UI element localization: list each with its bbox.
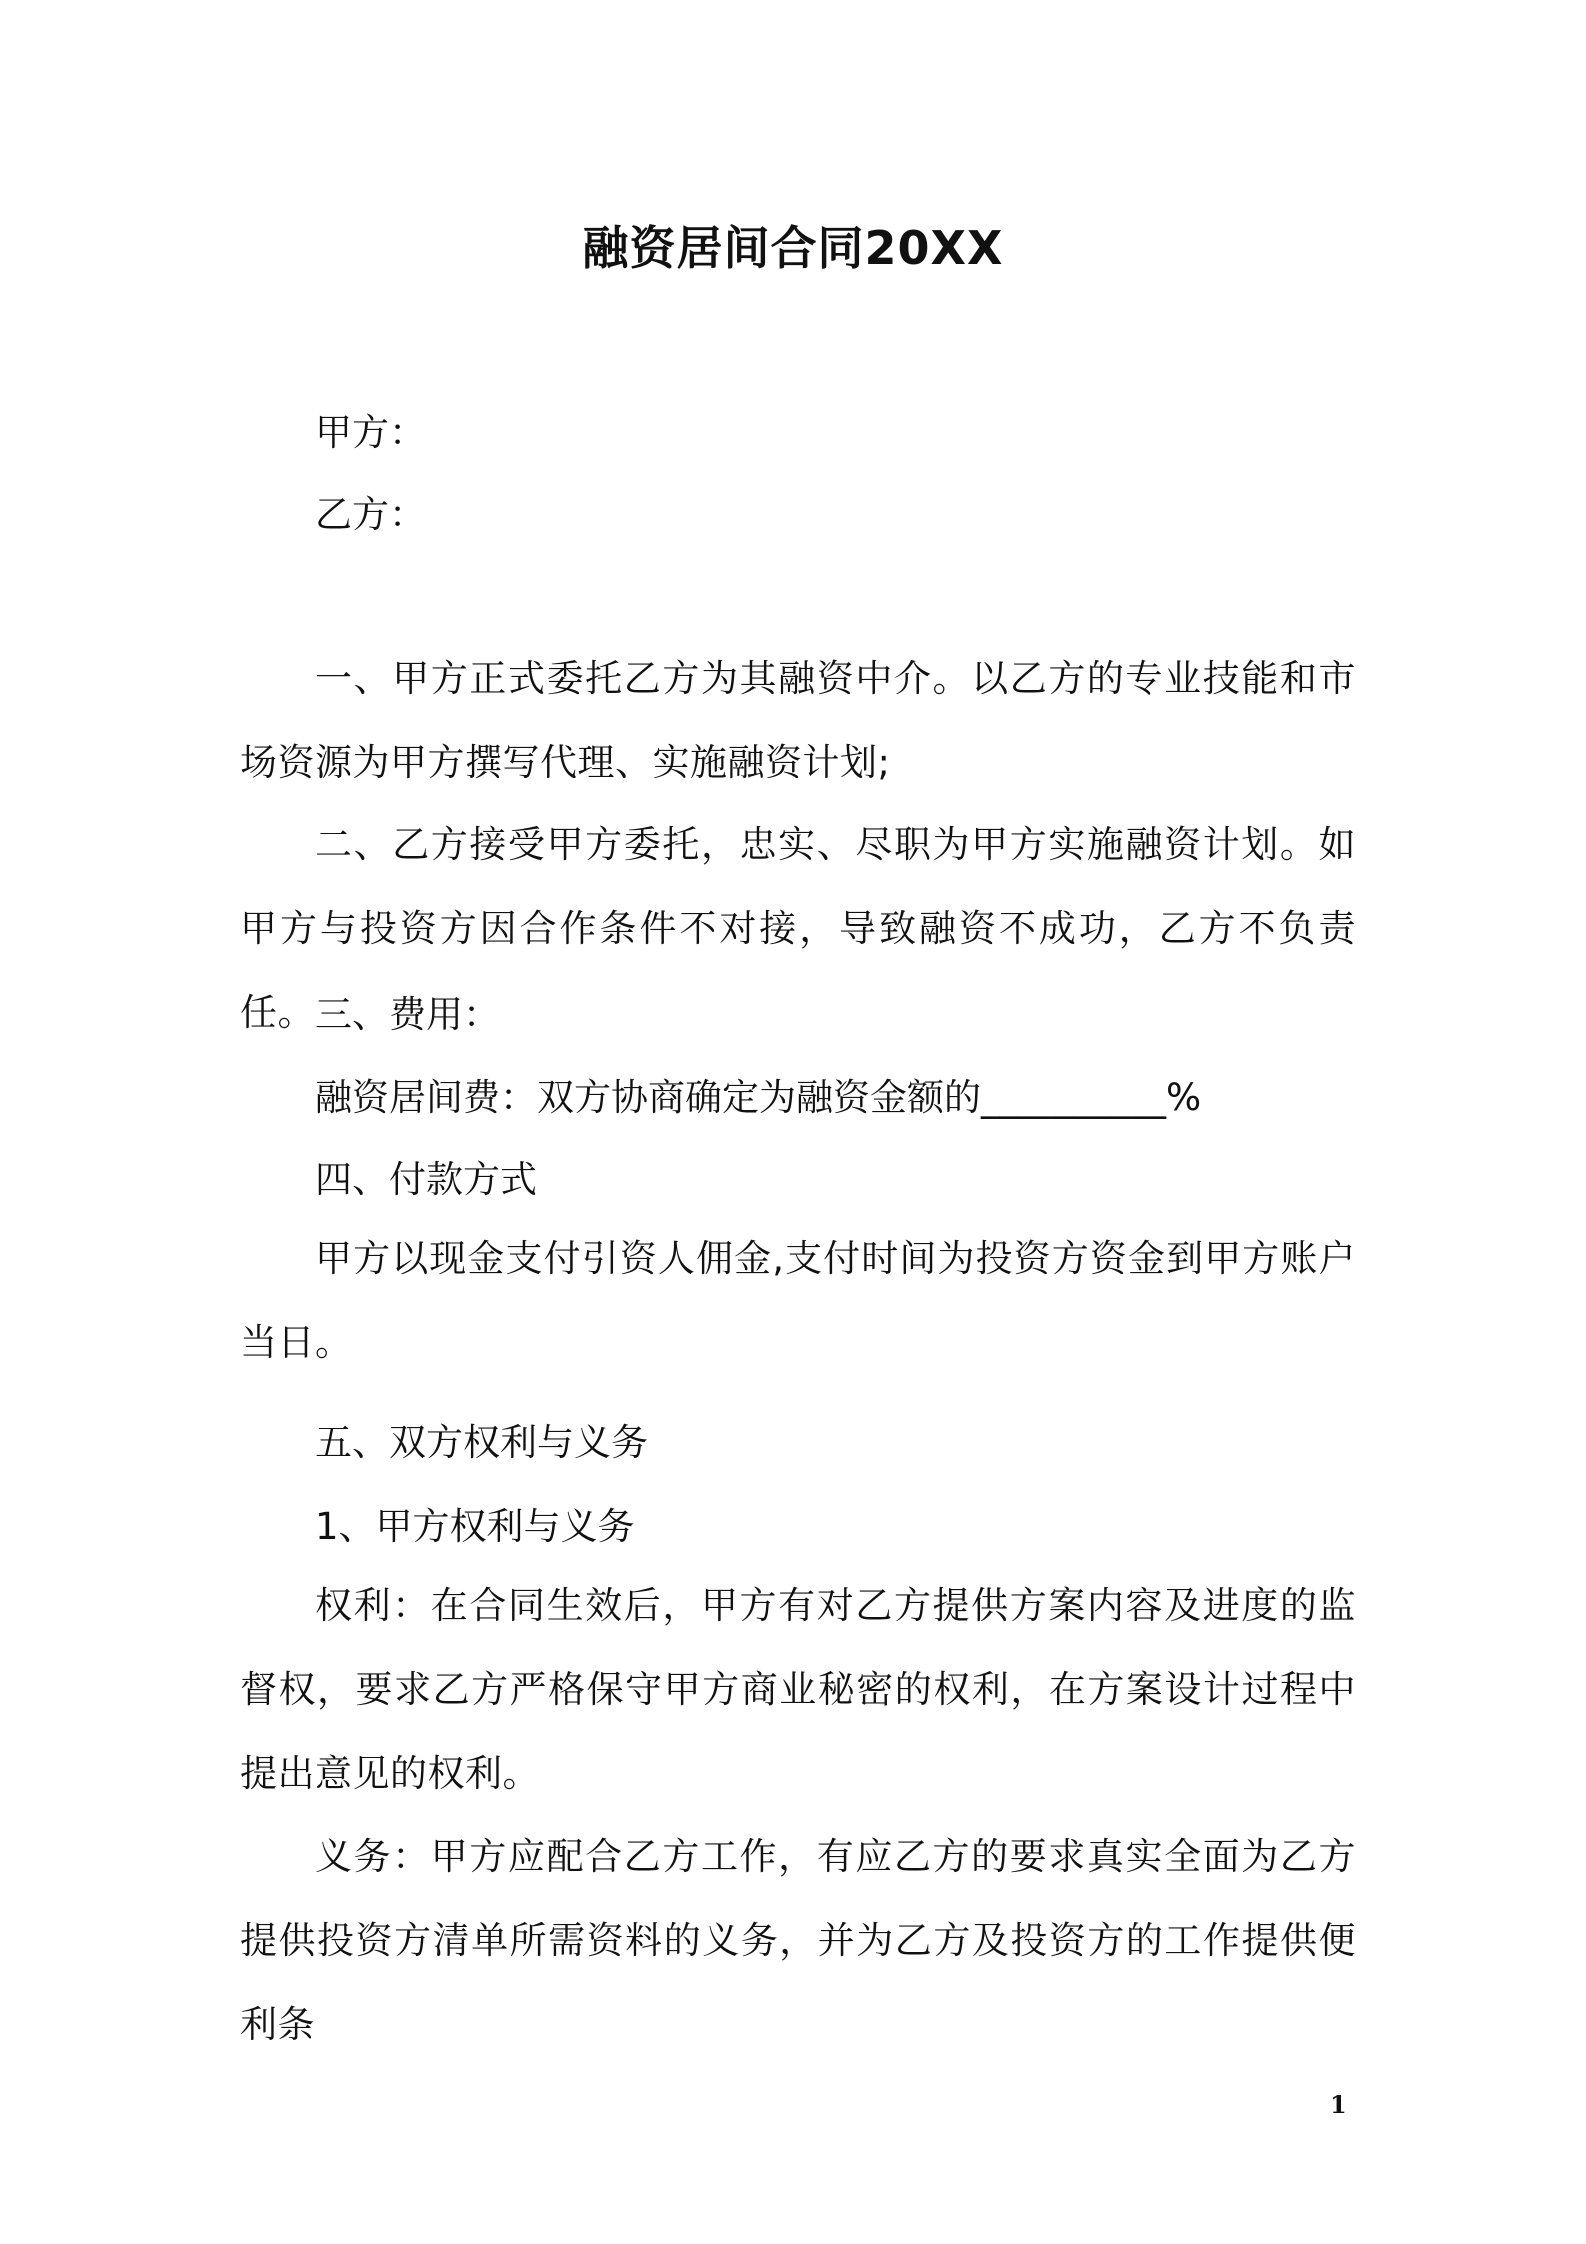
party-b-label: 乙方：	[315, 493, 426, 536]
clause-3-heading: 三、费用：	[315, 993, 500, 1036]
clause-2: 二、乙方接受甲方委托，忠实、尽职为甲方实施融资计划。如甲方与投资方因合作条件不对接，导致融资不成功，乙方不负责任。	[240, 823, 1356, 1034]
clause-5-1-heading: 1、甲方权利与义务	[315, 1505, 635, 1548]
clause-3-fee: 融资居间费：双方协商确定为融资金额的__________%	[315, 1076, 1202, 1119]
clause-4-text: 甲方以现金支付引资人佣金,支付时间为投资方资金到甲方账户当日。	[240, 1237, 1356, 1364]
clause-1: 一、甲方正式委托乙方为其融资中介。以乙方的专业技能和市场资源为甲方撰写代理、实施融资计划;	[240, 657, 1356, 784]
party-a-label: 甲方：	[315, 411, 426, 454]
document-title: 融资居间合同20XX	[582, 221, 1004, 275]
clause-5-heading: 五、双方权利与义务	[315, 1421, 648, 1464]
rights-paragraph: 权利：在合同生效后，甲方有对乙方提供方案内容及进度的监督权，要求乙方严格保守甲方商业秘密的权利，在方案设计过程中提出意见的权利。	[240, 1584, 1356, 1795]
clause-4-heading: 四、付款方式	[315, 1158, 537, 1201]
page-number: 1	[1330, 2090, 1347, 2119]
obligations-paragraph: 义务：甲方应配合乙方工作，有应乙方的要求真实全面为乙方提供投资方清单所需资料的义务，并为乙方及投资方的工作提供便利条	[240, 1835, 1356, 2046]
